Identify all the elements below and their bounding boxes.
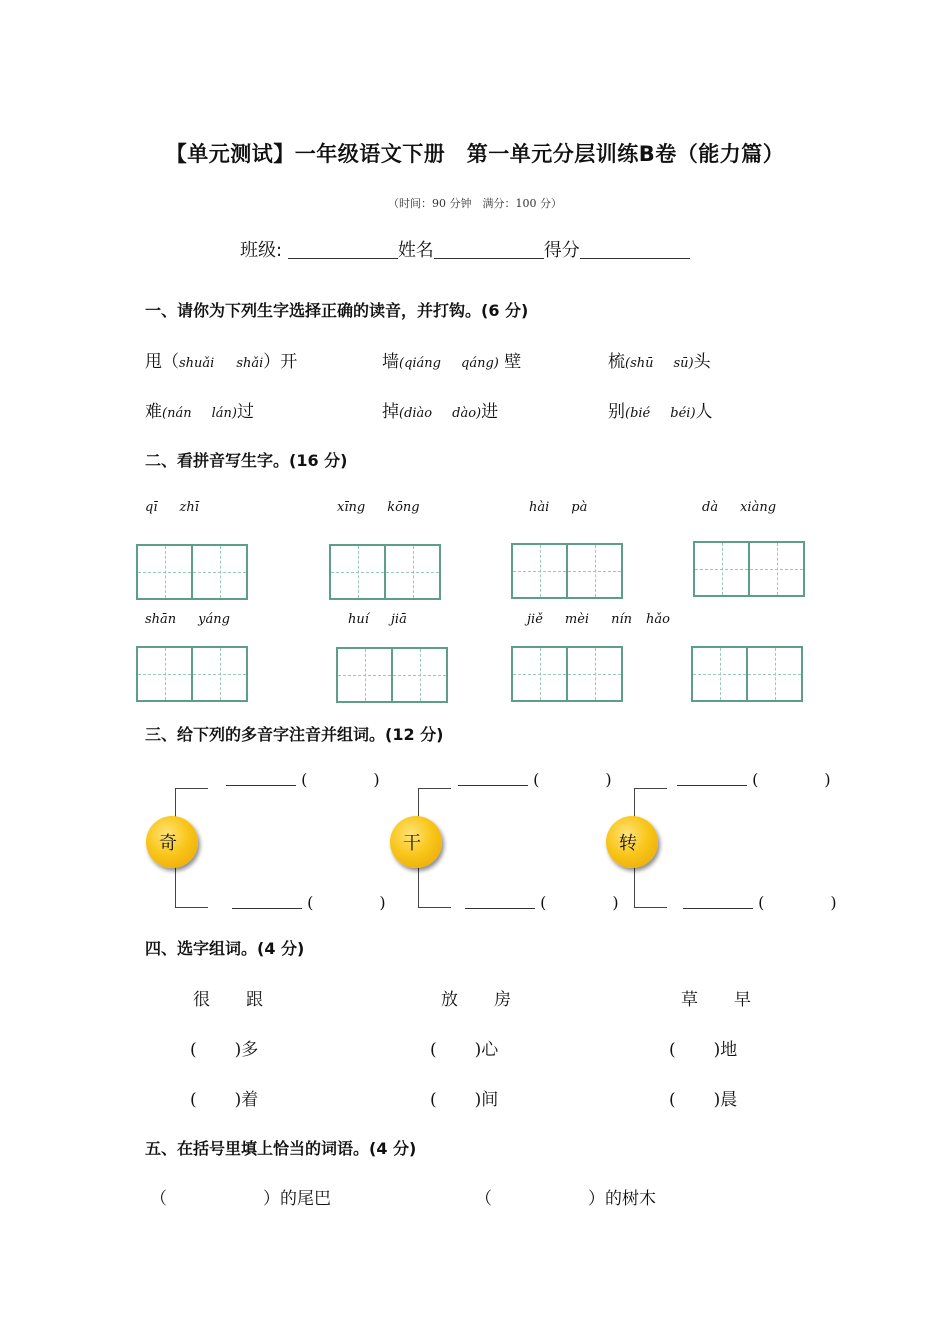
- name-blank[interactable]: [434, 240, 544, 259]
- section-5-heading: 五、在括号里填上恰当的词语。(4 分): [145, 1139, 417, 1158]
- pinyin-group: qī zhī: [145, 500, 199, 515]
- writing-grid[interactable]: [691, 646, 803, 702]
- student-info-line: [240, 236, 690, 262]
- score-label: 得分: [543, 240, 580, 261]
- word-fill[interactable]: ( )地: [669, 1040, 738, 1060]
- char-pair: 很 跟: [193, 990, 263, 1010]
- pinyin-group: dà xiàng: [702, 500, 777, 515]
- class-label: 班级:: [240, 240, 283, 261]
- section-2-heading: 二、看拼音写生字。(16 分): [145, 451, 348, 470]
- section-3-heading: 三、给下列的多音字注音并组词。(12 分): [145, 725, 444, 744]
- q1-item[interactable]: 掉(diào dào)进: [382, 402, 499, 422]
- char-pair: 草 早: [681, 990, 751, 1010]
- pinyin-fill[interactable]: ( ): [226, 770, 380, 789]
- polyphone-char-ball: 干: [390, 816, 442, 868]
- section-4-heading: 四、选字组词。(4 分): [145, 939, 305, 958]
- page-title: 【单元测试】一年级语文下册 第一单元分层训练B卷（能力篇）: [165, 142, 785, 166]
- pinyin-fill[interactable]: ( ): [677, 770, 831, 789]
- pinyin-group: shān yáng: [145, 612, 230, 627]
- pinyin-fill[interactable]: ( ): [458, 770, 612, 789]
- word-fill[interactable]: ( )着: [190, 1090, 259, 1110]
- char-pair: 放 房: [441, 990, 511, 1010]
- word-fill[interactable]: ( )间: [430, 1090, 499, 1110]
- writing-grid[interactable]: [336, 647, 448, 703]
- writing-grid[interactable]: [511, 543, 623, 599]
- word-fill[interactable]: ( )多: [190, 1040, 259, 1060]
- q1-item[interactable]: 墙(qiáng qáng) 壁: [382, 352, 522, 372]
- q1-item[interactable]: 甩（shuǎi shǎi）开: [145, 352, 298, 372]
- q1-item[interactable]: 难(nán lán)过: [145, 402, 254, 422]
- writing-grid[interactable]: [511, 646, 623, 702]
- writing-grid[interactable]: [329, 544, 441, 600]
- word-fill[interactable]: ( )晨: [669, 1090, 738, 1110]
- class-blank[interactable]: [288, 240, 398, 259]
- word-fill[interactable]: ( )心: [430, 1040, 499, 1060]
- score-blank[interactable]: [580, 240, 690, 259]
- writing-grid[interactable]: [136, 646, 248, 702]
- pinyin-group: hài pà: [529, 500, 588, 515]
- phrase-fill[interactable]: （ ）的树木: [475, 1189, 656, 1209]
- name-label: 姓名: [397, 240, 434, 261]
- writing-grid[interactable]: [136, 544, 248, 600]
- pinyin-group: huí jiā: [348, 612, 407, 627]
- polyphone-char-ball: 奇: [146, 816, 198, 868]
- q1-item[interactable]: 别(bié béi)人: [608, 402, 713, 422]
- pinyin-fill[interactable]: ( ): [683, 893, 837, 912]
- pinyin-fill[interactable]: ( ): [232, 893, 386, 912]
- q1-item[interactable]: 梳(shū sū)头: [608, 352, 711, 372]
- phrase-fill[interactable]: （ ）的尾巴: [150, 1189, 331, 1209]
- pinyin-fill[interactable]: ( ): [465, 893, 619, 912]
- exam-time-score: （时间：90 分钟 满分：100 分）: [388, 197, 562, 210]
- writing-grid[interactable]: [693, 541, 805, 597]
- pinyin-group: jiě mèi nín hǎo: [527, 612, 670, 627]
- section-1-heading: 一、请你为下列生字选择正确的读音，并打钩。(6 分): [145, 301, 529, 320]
- pinyin-group: xīng kōng: [337, 500, 420, 515]
- polyphone-char-ball: 转: [606, 816, 658, 868]
